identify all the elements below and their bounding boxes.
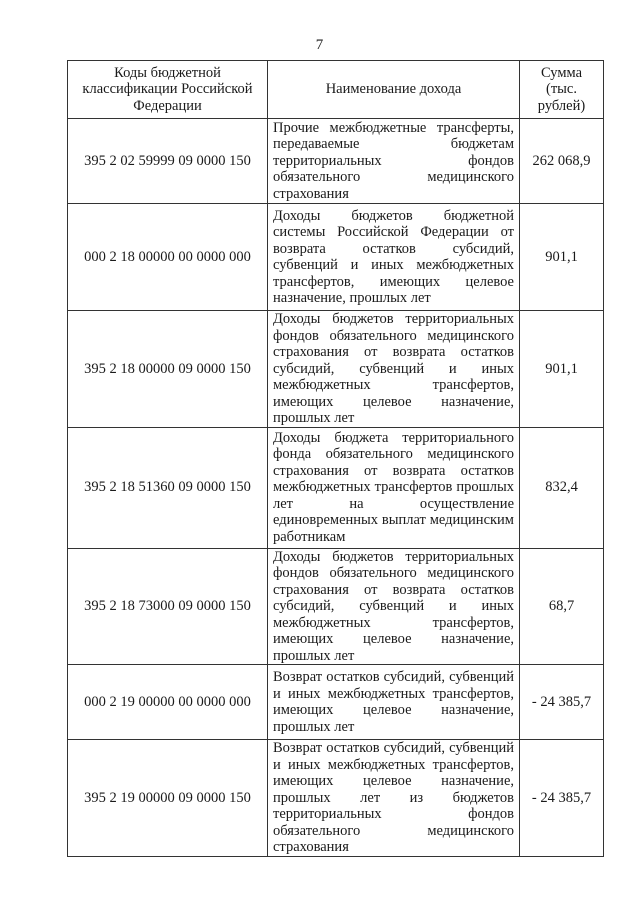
row-code: 395 2 18 73000 09 0000 150	[68, 548, 268, 665]
header-code: Коды бюджетной классификации Российской Федерации	[68, 61, 268, 119]
page-number: 7	[315, 37, 324, 53]
row-code: 000 2 19 00000 00 0000 000	[68, 665, 268, 740]
row-sum: 901,1	[520, 204, 604, 311]
row-name: Доходы бюджетов бюджетной системы Российской Федерации от возврата остатков субсидий, субвенций и иных межбюджетных трансфертов, имеющих целевое назначение, прошлых лет	[268, 204, 520, 311]
row-sum: - 24 385,7	[520, 665, 604, 740]
row-name: Прочие межбюджетные трансферты, передаваемые бюджетам территориальных фондов обязательного медицинского страхования	[268, 119, 520, 204]
row-code: 395 2 18 51360 09 0000 150	[68, 427, 268, 548]
row-code: 395 2 18 00000 09 0000 150	[68, 311, 268, 428]
table-row	[68, 548, 604, 665]
row-name: Доходы бюджета территориального фонда обязательного медицинского страхования от возврата остатков межбюджетных трансфертов прошлых лет на осуществление единовременных выплат медицинским работникам	[268, 427, 520, 548]
revenue-table	[67, 60, 604, 857]
table-row	[68, 311, 604, 428]
row-code: 000 2 18 00000 00 0000 000	[68, 204, 268, 311]
row-sum: 68,7	[520, 548, 604, 665]
row-code: 395 2 02 59999 09 0000 150	[68, 119, 268, 204]
table-row	[68, 119, 604, 204]
table-header-row	[68, 61, 604, 119]
row-name: Возврат остатков субсидий, субвенций и иных межбюджетных трансфертов, имеющих целевое назначение, прошлых лет	[268, 665, 520, 740]
row-sum: - 24 385,7	[520, 740, 604, 857]
row-sum: 262 068,9	[520, 119, 604, 204]
row-code: 395 2 19 00000 09 0000 150	[68, 740, 268, 857]
row-sum: 832,4	[520, 427, 604, 548]
table-row	[68, 204, 604, 311]
row-name: Доходы бюджетов территориальных фондов обязательного медицинского страхования от возврата остатков субсидий, субвенций и иных межбюджетных трансфертов, имеющих целевое назначение, прошлых лет	[268, 311, 520, 428]
row-name: Доходы бюджетов территориальных фондов обязательного медицинского страхования от возврата остатков субсидий, субвенций и иных межбюджетных трансфертов, имеющих целевое назначение, прошлых лет	[268, 548, 520, 665]
row-name: Возврат остатков субсидий, субвенций и иных межбюджетных трансфертов, имеющих целевое назначение, прошлых лет из бюджетов территориальных фондов обязательного медицинского страхования	[268, 740, 520, 857]
header-name: Наименование дохода	[268, 61, 520, 119]
row-sum: 901,1	[520, 311, 604, 428]
table-row	[68, 740, 604, 857]
table-row	[68, 427, 604, 548]
header-sum: Сумма (тыс. рублей)	[520, 61, 604, 119]
table-row	[68, 665, 604, 740]
